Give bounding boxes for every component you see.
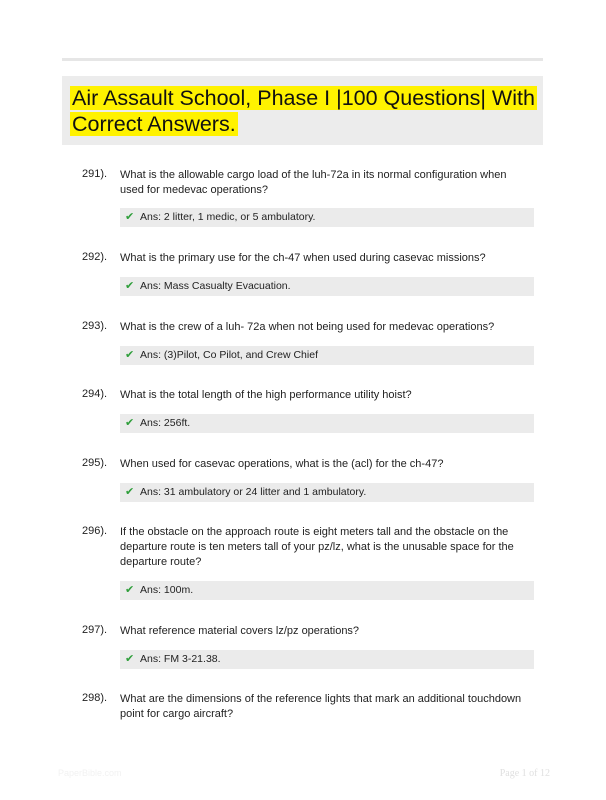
check-icon: ✔ xyxy=(125,417,135,429)
answer-text: Ans: FM 3-21.38. xyxy=(140,653,221,665)
title-banner xyxy=(62,76,543,145)
answer-text: Ans: 256ft. xyxy=(140,417,191,429)
question-number: 295). xyxy=(82,457,108,469)
check-icon: ✔ xyxy=(125,211,135,223)
question-number: 291). xyxy=(82,168,108,180)
answer-text: Ans: Mass Casualty Evacuation. xyxy=(140,280,291,292)
question-text: What is the total length of the high performance utility hoist? xyxy=(120,389,412,401)
answer-box xyxy=(120,483,534,502)
answer-box xyxy=(120,277,534,296)
check-icon: ✔ xyxy=(125,280,135,292)
question-text: What is the allowable cargo load of the luh-72a in its normal configuration when used for medevac operations? xyxy=(120,169,507,196)
question-text: What are the dimensions of the reference lights that mark an additional touchdown point for cargo aircraft? xyxy=(120,693,522,720)
question-text: If the obstacle on the approach route is eight meters tall and the obstacle on the departure route is ten meters tall of your pz/lz, what is the unusable space for the departure route? xyxy=(120,526,514,568)
question-number: 296). xyxy=(82,525,108,537)
footer-watermark: PaperBible.com xyxy=(58,768,122,778)
check-icon: ✔ xyxy=(125,349,135,361)
check-icon: ✔ xyxy=(125,584,135,596)
page-number: Page 1 of 12 xyxy=(499,768,550,779)
page-title: Air Assault School, Phase I |100 Questions| With Correct Answers. xyxy=(72,86,535,136)
question-number: 293). xyxy=(82,320,108,332)
answer-box xyxy=(120,581,534,600)
question-number: 292). xyxy=(82,251,108,263)
answer-text: Ans: 31 ambulatory or 24 litter and 1 ambulatory. xyxy=(140,486,367,498)
question-number: 298). xyxy=(82,692,108,704)
top-divider xyxy=(62,58,543,61)
question-text: What reference material covers lz/pz operations? xyxy=(120,625,360,637)
question-number: 294). xyxy=(82,388,108,400)
check-icon: ✔ xyxy=(125,486,135,498)
answer-text: Ans: 100m. xyxy=(140,584,194,596)
check-icon: ✔ xyxy=(125,653,135,665)
question-number: 297). xyxy=(82,624,108,636)
answer-box xyxy=(120,650,534,669)
question-text: What is the primary use for the ch-47 when used during casevac missions? xyxy=(120,252,486,264)
answer-box xyxy=(120,346,534,365)
question-text: What is the crew of a luh- 72a when not being used for medevac operations? xyxy=(120,321,495,333)
answer-text: Ans: (3)Pilot, Co Pilot, and Crew Chief xyxy=(140,349,318,361)
answer-box xyxy=(120,414,534,433)
question-text: When used for casevac operations, what is the (acl) for the ch-47? xyxy=(120,458,444,470)
answer-box xyxy=(120,208,534,227)
answer-text: Ans: 2 litter, 1 medic, or 5 ambulatory. xyxy=(140,211,316,223)
